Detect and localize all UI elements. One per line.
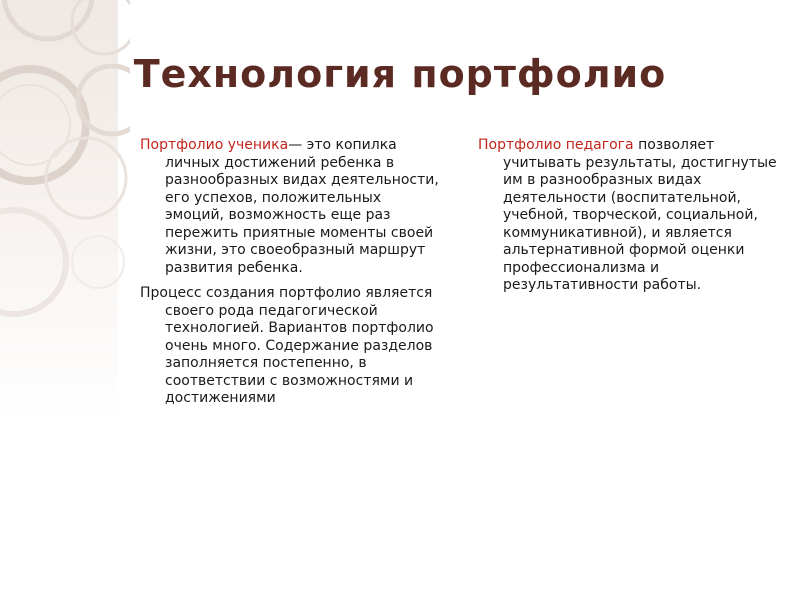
student-portfolio-paragraph	[140, 137, 440, 277]
student-portfolio-text: — это копилка личных достижений ребенка в разнообразных видах деятельности, его успехов, положительных эмоций, возможность еще раз пережить приятные моменты своей жизни, это своеобразный маршрут развития ребенка.	[165, 137, 439, 276]
slide-title: Технология портфолио	[133, 52, 667, 96]
teacher-portfolio-text: позволяет учитывать результаты, достигнутые им в разнообразных видах деятельности (воспитательной, учебной, творческой, социальной, коммуникативной), и является альтернативной формой оценки профессионализма и результативности работы.	[503, 137, 777, 293]
student-portfolio-term: Портфолио ученика	[140, 137, 289, 153]
right-column	[478, 137, 778, 303]
left-column	[140, 137, 440, 416]
teacher-portfolio-term: Портфолио педагога	[478, 137, 634, 153]
teacher-portfolio-paragraph	[478, 137, 778, 295]
portfolio-process-paragraph: Процесс создания портфолио является своего рода педагогической технологией. Вариантов портфолио очень много. Содержание разделов заполняется постепенно, в соответствии с возможностями и достижениями	[140, 285, 434, 406]
